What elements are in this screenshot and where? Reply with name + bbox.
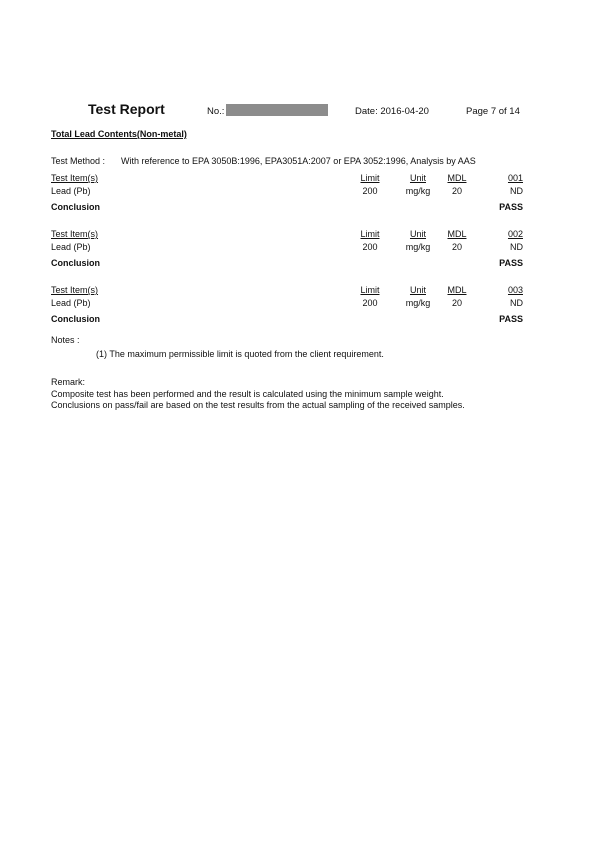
row-mdl: 20 [451,186,462,196]
test-method-text: With reference to EPA 3050B:1996, EPA3051A:2007 or EPA 3052:1996, Analysis by AAS [121,156,476,166]
row-mdl: 20 [451,298,462,308]
row-limit: 200 [362,186,378,196]
header-sample-id: 003 [507,285,523,295]
notes-label: Notes : [51,335,80,345]
result-table-1 [51,172,526,218]
page-number: Page 7 of 14 [466,106,520,117]
conclusion-label: Conclusion [51,258,100,268]
result-table-3 [51,284,526,330]
result-table-2 [51,228,526,274]
table-header-row [51,172,526,186]
header-mdl: MDL [447,173,467,183]
table-header-row [51,228,526,242]
conclusion-value: PASS [499,314,523,324]
conclusion-label: Conclusion [51,202,100,212]
note-item: (1) The maximum permissible limit is quoted from the client requirement. [96,349,384,359]
header-test-items: Test Item(s) [51,285,99,295]
row-result: ND [510,298,523,308]
conclusion-row [51,314,526,330]
report-number-redaction [226,104,328,116]
conclusion-label: Conclusion [51,314,100,324]
section-title: Total Lead Contents(Non-metal) [51,129,187,139]
test-method-label: Test Method : [51,156,106,166]
report-date: Date: 2016-04-20 [355,106,429,117]
table-row [51,186,526,202]
header-limit: Limit [360,173,380,183]
row-limit: 200 [362,298,378,308]
header-unit: Unit [409,285,426,295]
remark-line-1: Composite test has been performed and the result is calculated using the minimum sample weight. [51,388,444,399]
row-item: Lead (Pb) [51,298,91,308]
remark-label: Remark: [51,377,86,387]
row-unit: mg/kg [405,298,431,308]
row-mdl: 20 [451,242,462,252]
row-unit: mg/kg [405,186,431,196]
header-unit: Unit [409,173,426,183]
conclusion-row [51,258,526,274]
header-sample-id: 001 [507,173,523,183]
header-test-items: Test Item(s) [51,229,99,239]
report-number-label: No.: [207,106,225,117]
row-item: Lead (Pb) [51,242,91,252]
table-header-row [51,284,526,298]
conclusion-row [51,202,526,218]
row-item: Lead (Pb) [51,186,91,196]
header-mdl: MDL [447,285,467,295]
header-sample-id: 002 [507,229,523,239]
row-unit: mg/kg [405,242,431,252]
row-result: ND [510,186,523,196]
header-limit: Limit [360,285,380,295]
header-mdl: MDL [447,229,467,239]
test-method [51,156,476,166]
row-limit: 200 [362,242,378,252]
header-test-items: Test Item(s) [51,173,99,183]
remark-block [51,377,465,412]
report-title: Test Report [88,101,165,117]
row-result: ND [510,242,523,252]
remark-line-2: Conclusions on pass/fail are based on the test results from the actual sampling of the received samples. [51,400,465,410]
header-limit: Limit [360,229,380,239]
conclusion-value: PASS [499,258,523,268]
table-row [51,298,526,314]
conclusion-value: PASS [499,202,523,212]
header-unit: Unit [409,229,426,239]
table-row [51,242,526,258]
